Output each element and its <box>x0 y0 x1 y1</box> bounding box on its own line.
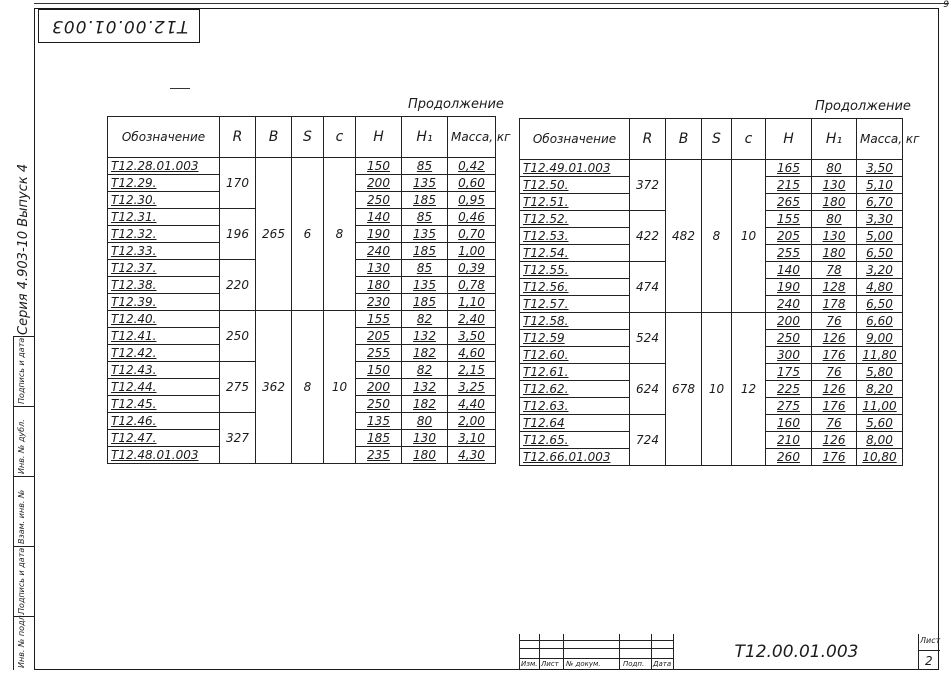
h1-cell: 130 <box>402 430 448 447</box>
h-cell: 215 <box>766 177 812 194</box>
h-cell: 150 <box>356 362 402 379</box>
mass-cell: 0,78 <box>448 277 496 294</box>
stamp-label: Подп. <box>623 660 645 668</box>
h-cell: 235 <box>356 447 402 464</box>
h1-cell: 185 <box>402 243 448 260</box>
col-h1: H₁ <box>812 119 857 160</box>
r-cell: 724 <box>630 415 666 466</box>
h1-cell: 185 <box>402 294 448 311</box>
mass-cell: 8,00 <box>857 432 903 449</box>
h-cell: 250 <box>356 396 402 413</box>
dash-mark <box>170 88 190 89</box>
r-cell: 624 <box>630 364 666 415</box>
h-cell: 205 <box>766 228 812 245</box>
mass-cell: 4,80 <box>857 279 903 296</box>
h1-cell: 180 <box>402 447 448 464</box>
mass-cell: 3,20 <box>857 262 903 279</box>
r-cell: 250 <box>220 311 256 362</box>
grid-line <box>651 634 652 670</box>
side-caption: Инв. № дубл. <box>17 419 26 474</box>
h-cell: 190 <box>356 226 402 243</box>
grid-line <box>563 634 564 670</box>
designation-cell: Т12.57. <box>520 296 630 313</box>
side-caption: Инв. № подл. <box>17 612 26 668</box>
h1-cell: 85 <box>402 158 448 175</box>
designation-cell: Т12.44. <box>108 379 220 396</box>
mass-cell: 3,50 <box>448 328 496 345</box>
top-code-box <box>38 9 200 43</box>
designation-cell: Т12.63. <box>520 398 630 415</box>
designation-cell: Т12.43. <box>108 362 220 379</box>
stamp-code: Т12.00.01.003 <box>673 634 919 670</box>
mass-cell: 5,00 <box>857 228 903 245</box>
r-cell: 474 <box>630 262 666 313</box>
grid-line <box>519 658 673 659</box>
designation-cell: Т12.61. <box>520 364 630 381</box>
col-b: B <box>666 119 702 160</box>
designation-cell: Т12.53. <box>520 228 630 245</box>
h-cell: 250 <box>766 330 812 347</box>
sheet-number: 2 <box>925 654 933 668</box>
h-cell: 150 <box>356 158 402 175</box>
table-row <box>108 311 496 328</box>
c-cell: 10 <box>732 160 766 313</box>
mass-cell: 3,50 <box>857 160 903 177</box>
h1-cell: 76 <box>812 415 857 432</box>
r-cell: 275 <box>220 362 256 413</box>
col-h: H <box>356 117 402 158</box>
b-cell: 265 <box>256 158 292 311</box>
h-cell: 180 <box>356 277 402 294</box>
h1-cell: 85 <box>402 209 448 226</box>
side-caption: Подпись и дата <box>17 547 26 614</box>
side-caption: Взам. инв. № <box>17 489 26 544</box>
col-designation: Обозначение <box>108 117 220 158</box>
designation-cell: Т12.64 <box>520 415 630 432</box>
designation-cell: Т12.54. <box>520 245 630 262</box>
designation-cell: Т12.66.01.003 <box>520 449 630 466</box>
h1-cell: 80 <box>812 211 857 228</box>
mass-cell: 5,80 <box>857 364 903 381</box>
table-row <box>520 160 903 177</box>
designation-cell: Т12.46. <box>108 413 220 430</box>
designation-cell: Т12.48.01.003 <box>108 447 220 464</box>
h-cell: 250 <box>356 192 402 209</box>
col-h1: H₁ <box>402 117 448 158</box>
designation-cell: Т12.51. <box>520 194 630 211</box>
mass-cell: 3,30 <box>857 211 903 228</box>
stamp-label: Лист <box>541 660 559 668</box>
h-cell: 225 <box>766 381 812 398</box>
h-cell: 230 <box>356 294 402 311</box>
grid-line <box>519 648 673 649</box>
mass-cell: 1,10 <box>448 294 496 311</box>
mass-cell: 4,40 <box>448 396 496 413</box>
col-s: S <box>702 119 732 160</box>
stamp-label: Дата <box>653 660 672 668</box>
h1-cell: 178 <box>812 296 857 313</box>
h1-cell: 135 <box>402 277 448 294</box>
h-cell: 155 <box>356 311 402 328</box>
h-cell: 240 <box>766 296 812 313</box>
c-cell: 8 <box>324 158 356 311</box>
grid-line <box>619 634 620 670</box>
continuation-label-right: Продолжение <box>815 99 911 114</box>
h1-cell: 76 <box>812 313 857 330</box>
h1-cell: 80 <box>812 160 857 177</box>
h-cell: 190 <box>766 279 812 296</box>
h-cell: 140 <box>356 209 402 226</box>
designation-cell: Т12.56. <box>520 279 630 296</box>
h1-cell: 128 <box>812 279 857 296</box>
grid-line <box>519 634 520 670</box>
h1-cell: 130 <box>812 177 857 194</box>
h-cell: 155 <box>766 211 812 228</box>
h1-cell: 180 <box>812 245 857 262</box>
h1-cell: 80 <box>402 413 448 430</box>
h1-cell: 132 <box>402 379 448 396</box>
mass-cell: 0,95 <box>448 192 496 209</box>
table-row <box>520 313 903 330</box>
grid-line <box>519 640 673 641</box>
h1-cell: 85 <box>402 260 448 277</box>
mass-cell: 3,10 <box>448 430 496 447</box>
mass-cell: 2,00 <box>448 413 496 430</box>
h1-cell: 135 <box>402 226 448 243</box>
h-cell: 255 <box>766 245 812 262</box>
mass-cell: 2,40 <box>448 311 496 328</box>
mass-cell: 11,00 <box>857 398 903 415</box>
h1-cell: 76 <box>812 364 857 381</box>
designation-cell: Т12.30. <box>108 192 220 209</box>
title-block <box>519 634 939 670</box>
r-cell: 170 <box>220 158 256 209</box>
continuation-label-left: Продолжение <box>408 97 504 112</box>
col-h: H <box>766 119 812 160</box>
designation-cell: Т12.49.01.003 <box>520 160 630 177</box>
mass-cell: 0,70 <box>448 226 496 243</box>
r-cell: 196 <box>220 209 256 260</box>
mass-cell: 6,60 <box>857 313 903 330</box>
designation-cell: Т12.47. <box>108 430 220 447</box>
grid-line <box>539 634 540 670</box>
h1-cell: 176 <box>812 347 857 364</box>
designation-cell: Т12.65. <box>520 432 630 449</box>
mass-cell: 0,39 <box>448 260 496 277</box>
r-cell: 220 <box>220 260 256 311</box>
designation-cell: Т12.39. <box>108 294 220 311</box>
designation-cell: Т12.28.01.003 <box>108 158 220 175</box>
b-cell: 482 <box>666 160 702 313</box>
designation-cell: Т12.59 <box>520 330 630 347</box>
designation-cell: Т12.42. <box>108 345 220 362</box>
h-cell: 165 <box>766 160 812 177</box>
spec-table-right <box>519 118 920 466</box>
designation-cell: Т12.62. <box>520 381 630 398</box>
col-designation: Обозначение <box>520 119 630 160</box>
sheet-mark: 9 <box>943 0 949 10</box>
col-s: S <box>292 117 324 158</box>
h1-cell: 82 <box>402 362 448 379</box>
s-cell: 6 <box>292 158 324 311</box>
h1-cell: 182 <box>402 396 448 413</box>
col-mass: Масса, кг <box>857 119 903 160</box>
mass-cell: 8,20 <box>857 381 903 398</box>
designation-cell: Т12.52. <box>520 211 630 228</box>
designation-cell: Т12.45. <box>108 396 220 413</box>
designation-cell: Т12.32. <box>108 226 220 243</box>
h-cell: 185 <box>356 430 402 447</box>
r-cell: 422 <box>630 211 666 262</box>
c-cell: 12 <box>732 313 766 466</box>
h1-cell: 176 <box>812 398 857 415</box>
mass-cell: 4,60 <box>448 345 496 362</box>
h-cell: 240 <box>356 243 402 260</box>
designation-cell: Т12.41. <box>108 328 220 345</box>
b-cell: 678 <box>666 313 702 466</box>
h-cell: 130 <box>356 260 402 277</box>
mass-cell: 5,10 <box>857 177 903 194</box>
h-cell: 265 <box>766 194 812 211</box>
mass-cell: 0,60 <box>448 175 496 192</box>
h1-cell: 126 <box>812 330 857 347</box>
h-cell: 200 <box>356 175 402 192</box>
h-cell: 160 <box>766 415 812 432</box>
col-r: R <box>630 119 666 160</box>
h-cell: 175 <box>766 364 812 381</box>
series-label: Серия 4.903-10 Выпуск 4 <box>16 163 31 335</box>
h1-cell: 132 <box>402 328 448 345</box>
mass-cell: 6,50 <box>857 245 903 262</box>
c-cell: 10 <box>324 311 356 464</box>
header-row <box>108 117 496 158</box>
side-caption: Подпись и дата <box>17 337 26 404</box>
h1-cell: 126 <box>812 432 857 449</box>
designation-cell: Т12.37. <box>108 260 220 277</box>
designation-cell: Т12.58. <box>520 313 630 330</box>
r-cell: 327 <box>220 413 256 464</box>
r-cell: 372 <box>630 160 666 211</box>
h1-cell: 78 <box>812 262 857 279</box>
mass-cell: 6,50 <box>857 296 903 313</box>
mass-cell: 1,00 <box>448 243 496 260</box>
h1-cell: 182 <box>402 345 448 362</box>
s-cell: 10 <box>702 313 732 466</box>
h1-cell: 130 <box>812 228 857 245</box>
mass-cell: 0,46 <box>448 209 496 226</box>
spec-table-left <box>107 116 511 464</box>
h-cell: 275 <box>766 398 812 415</box>
designation-cell: Т12.50. <box>520 177 630 194</box>
s-cell: 8 <box>292 311 324 464</box>
top-code-text: Т12.00.01.003 <box>50 16 188 36</box>
header-row <box>520 119 903 160</box>
r-cell: 524 <box>630 313 666 364</box>
mass-cell: 9,00 <box>857 330 903 347</box>
mass-cell: 0,42 <box>448 158 496 175</box>
designation-cell: Т12.40. <box>108 311 220 328</box>
h1-cell: 185 <box>402 192 448 209</box>
h1-cell: 176 <box>812 449 857 466</box>
col-c: с <box>324 117 356 158</box>
h1-cell: 82 <box>402 311 448 328</box>
designation-cell: Т12.60. <box>520 347 630 364</box>
col-r: R <box>220 117 256 158</box>
h1-cell: 180 <box>812 194 857 211</box>
h1-cell: 135 <box>402 175 448 192</box>
h-cell: 135 <box>356 413 402 430</box>
side-strip <box>0 336 34 670</box>
revision-grid <box>519 634 673 670</box>
h-cell: 140 <box>766 262 812 279</box>
col-b: B <box>256 117 292 158</box>
sheet-box <box>918 634 940 670</box>
stamp-label: № докум. <box>566 660 601 668</box>
designation-cell: Т12.38. <box>108 277 220 294</box>
stamp-label: Изм. <box>521 660 538 668</box>
b-cell: 362 <box>256 311 292 464</box>
s-cell: 8 <box>702 160 732 313</box>
designation-cell: Т12.31. <box>108 209 220 226</box>
designation-cell: Т12.29. <box>108 175 220 192</box>
h-cell: 255 <box>356 345 402 362</box>
h-cell: 260 <box>766 449 812 466</box>
mass-cell: 2,15 <box>448 362 496 379</box>
table-row <box>108 158 496 175</box>
h-cell: 210 <box>766 432 812 449</box>
col-c: с <box>732 119 766 160</box>
col-mass: Масса, кг <box>448 117 496 158</box>
mass-cell: 10,80 <box>857 449 903 466</box>
sheet-label: Лист <box>920 636 941 645</box>
mass-cell: 3,25 <box>448 379 496 396</box>
designation-cell: Т12.55. <box>520 262 630 279</box>
h-cell: 200 <box>766 313 812 330</box>
mass-cell: 11,80 <box>857 347 903 364</box>
mass-cell: 6,70 <box>857 194 903 211</box>
mass-cell: 5,60 <box>857 415 903 432</box>
mass-cell: 4,30 <box>448 447 496 464</box>
sheet-divider <box>919 650 940 651</box>
h-cell: 200 <box>356 379 402 396</box>
h1-cell: 126 <box>812 381 857 398</box>
h-cell: 205 <box>356 328 402 345</box>
designation-cell: Т12.33. <box>108 243 220 260</box>
h-cell: 300 <box>766 347 812 364</box>
